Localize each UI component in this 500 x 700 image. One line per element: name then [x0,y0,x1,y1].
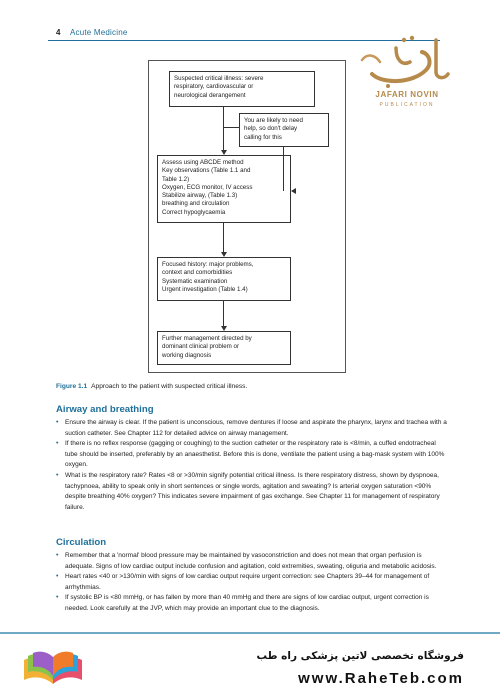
section-heading-circulation: Circulation [56,537,107,548]
page-number: 4 [56,28,61,37]
flow-box-further-management: Further management directed by dominant clinical problem or working diagnosis [157,331,291,365]
arrow-to-history [221,252,227,257]
arrow-to-management [221,326,227,331]
airway-bullet: • What is the respiratory rate? Rates <8 or >30/min signify potential critical illness. Is there respiratory distress, shown by dyspnoea, tachypnoea, ability to speak only in short sentences or single words, agitation and sweating? Is arterial oxygen saturation <90% despite breathing 40% oxygen? This indicates severe impairment of gas exchange. See Chapter 11 for management of respiratory failure. [56,471,448,513]
flow-box-call-help: You are likely to need help, so don't delay calling for this [239,113,329,147]
arrow-help-to-assessment [291,188,296,194]
connector-from-help [283,147,284,191]
airway-bullet: • If there is no reflex response (gagging or coughing) to the suction catheter or the respiratory rate is <8/min, a cuffed endotracheal tube should be inserted, preferably by an anaesthetist. Before this is done, ventilate the patient using a bag-mask system with 100% oxygen. [56,439,448,471]
publisher-logo [352,30,462,122]
connector-history-management [223,301,224,326]
connector-to-help [223,127,239,128]
open-book-icon [22,650,84,688]
figure-caption-text: Approach to the patient with suspected critical illness. [91,383,248,390]
flow-box-suspected-illness: Suspected critical illness: severe respiratory, cardiovascular or neurological derangement [169,71,315,107]
connector-assess-history [223,223,224,252]
figure-caption [56,383,247,390]
circulation-bullet: • Heart rates <40 or >130/min with signs of low cardiac output require urgent correction: see Chapters 39–44 for management of arrhythmias. [56,572,448,593]
connector-vertical [223,107,224,150]
logo-calligraphy-icon [352,30,462,90]
section-heading-airway: Airway and breathing [56,404,154,415]
flowchart-figure [148,60,346,373]
running-title: Acute Medicine [70,28,128,37]
flow-box-abcde-assessment: Assess using ABCDE method Key observations (Table 1.1 and Table 1.2) Oxygen, ECG monitor, IV access Stabilize airway, (Table 1.3) breathing and circulation Correct hypoglycaemia [157,155,291,223]
circulation-bullet-list [56,551,448,615]
airway-bullet: • Ensure the airway is clear. If the patient is unconscious, remove dentures if loose and aspirate the pharynx, larynx and trachea with a suction catheter. See Chapter 112 for detailed advice on airway management. [56,418,448,439]
logo-brand: JAFARI NOVIN [375,90,439,99]
arrow-to-assessment [221,150,227,155]
circulation-bullet: • If systolic BP is <80 mmHg, or has fallen by more than 40 mmHg and there are signs of low cardiac output, urgent correction is needed. Look carefully at the JVP, which may provide an important clue to the diagnosis. [56,593,448,614]
logo-sub: PUBLICATION [379,102,435,108]
figure-label: Figure 1.1 [56,383,88,390]
flow-box-focused-history: Focused history: major problems, context and comorbidities Systematic examination Urgent investigation (Table 1.4) [157,257,291,301]
footer-store-text: فروشگاه تخصصی لاتین پزشکی راه طب [256,650,464,662]
airway-bullet-list [56,418,448,513]
footer-url-link[interactable]: www.RaheTeb.com [298,670,464,687]
circulation-bullet: • Remember that a 'normal' blood pressure may be maintained by vasoconstriction and does not mean that organ perfusion is adequate. Signs of low cardiac output include confusion and agitation, cold extremities, sweating, oliguria and metabolic acidosis. [56,551,448,572]
